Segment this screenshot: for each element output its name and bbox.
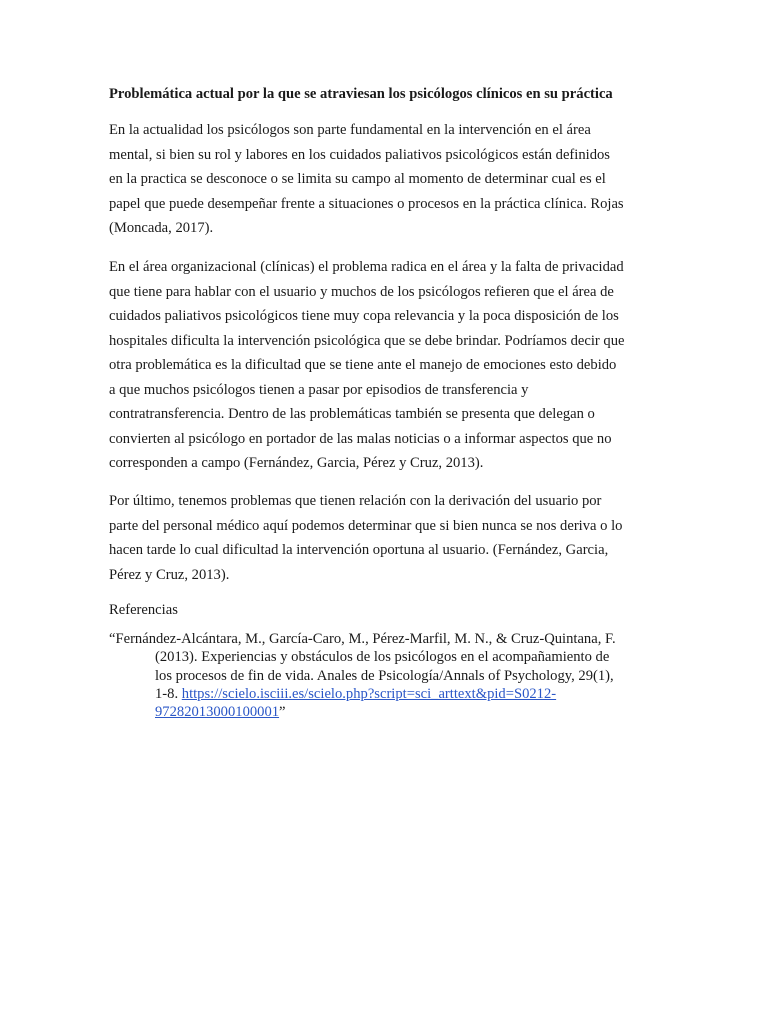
reference-line: (2013). Experiencias y obstáculos de los psicólogos en el acompañamiento de xyxy=(155,649,610,666)
paragraph-line: mental, si bien su rol y labores en los cuidados paliativos psicológicos están definidos xyxy=(109,146,610,163)
references-heading: Referencias xyxy=(109,602,178,618)
paragraph-line: otra problemática es la dificultad que se tiene ante el manejo de emociones esto debido xyxy=(109,357,617,373)
paragraph-line: hacen tarde lo cual dificultad la intervención oportuna al usuario. (Fernández, Garcia, xyxy=(109,542,609,558)
paragraph-line: papel que puede desempeñar frente a situaciones o procesos en la práctica clínica. Rojas xyxy=(109,195,624,212)
paragraph-line: que tiene para hablar con el usuario y muchos de los psicólogos refieren que el área de xyxy=(109,283,614,300)
reference-pages: 1-8. xyxy=(155,685,182,702)
section-heading: Problemática actual por la que se atraviesan los psicólogos clínicos en su práctica xyxy=(109,86,613,102)
paragraph-line: en la practica se desconoce o se limita su campo al momento de determinar cual es el xyxy=(109,171,606,187)
paragraph-line: a que muchos psicólogos tienen a pasar por episodios de transferencia y xyxy=(109,381,529,398)
closing-quote: ” xyxy=(279,704,286,721)
paragraph-line: corresponden a campo (Fernández, Garcia, Pérez y Cruz, 2013). xyxy=(109,455,484,471)
paragraph-line: (Moncada, 2017). xyxy=(109,220,214,236)
paragraph-line: hospitales dificulta la intervención psicológica que se debe brindar. Podríamos decir que xyxy=(109,332,625,349)
paragraph-2 xyxy=(109,255,669,476)
paragraph-line: Pérez y Cruz, 2013). xyxy=(109,566,230,583)
reference-line xyxy=(109,685,669,703)
paragraph-line: parte del personal médico aquí podemos determinar que si bien nunca se nos deriva o lo xyxy=(109,517,623,534)
paragraph-3 xyxy=(109,489,669,587)
paragraph-line: En la actualidad los psicólogos son parte fundamental en la intervención en el área xyxy=(109,122,591,138)
reference-line: los procesos de fin de vida. Anales de Psicología/Annals of Psychology, 29(1), xyxy=(155,667,614,684)
reference-line xyxy=(109,703,669,721)
paragraph-line: contratransferencia. Dentro de las problemáticas también se presenta que delegan o xyxy=(109,406,595,422)
reference-url-link[interactable]: https://scielo.isciii.es/scielo.php?script=sci_arttext&pid=S0212- xyxy=(181,685,557,702)
paragraph-line: Por último, tenemos problemas que tienen relación con la derivación del usuario por xyxy=(109,493,602,509)
paragraph-1 xyxy=(109,118,669,241)
reference-entry xyxy=(109,630,669,721)
paragraph-line: cuidados paliativos psicológicos tiene muy copa relevancia y la poca disposición de los xyxy=(109,308,619,324)
paragraph-line: convierten al psicólogo en portador de las malas noticias o a informar aspectos que no xyxy=(109,430,612,447)
reference-line: “Fernández-Alcántara, M., García-Caro, M., Pérez-Marfil, M. N., & Cruz-Quintana, F. xyxy=(109,631,616,647)
paragraph-line: En el área organizacional (clínicas) el problema radica en el área y la falta de privacidad xyxy=(109,259,624,275)
reference-url-link-continued[interactable]: 97282013000100001 xyxy=(155,704,280,721)
